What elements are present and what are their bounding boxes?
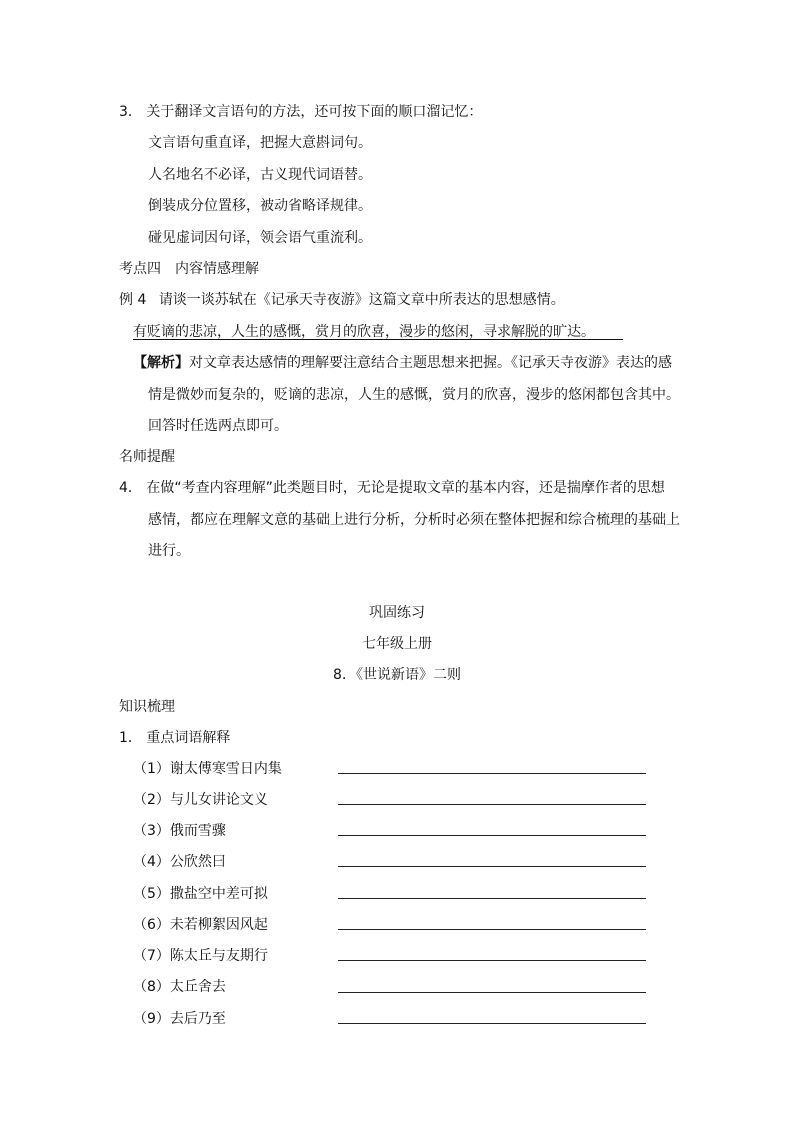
example-label: 例 4 (119, 292, 147, 308)
vocab-item-2: （2）与儿女讲论文义 (133, 792, 268, 808)
verse-line-1: 文言语句重直译，把握大意斟词句。 (148, 135, 372, 151)
answer-blank-6[interactable] (338, 929, 646, 930)
example-text: 请谈一谈苏轼在《记承天寺夜游》这篇文章中所表达的思想感情。 (158, 292, 565, 308)
verse-line-3: 倒装成分位置移，被动省略译规律。 (148, 198, 372, 214)
example-answer (133, 323, 623, 341)
analysis-line-1 (133, 354, 672, 372)
example-question (119, 291, 565, 309)
analysis-text-1: 对文章表达感情的理解要注意结合主题思想来把握。《记承天寺夜游》表达的感 (189, 355, 672, 371)
answer-blank-5[interactable] (338, 898, 646, 899)
answer-blank-2[interactable] (338, 804, 646, 805)
vocab-item-6: （6）未若柳絮因风起 (133, 917, 268, 933)
teacher-tip-heading: 名师提醒 (119, 449, 175, 465)
knowledge-heading: 知识梳理 (119, 699, 175, 715)
vocab-item-4: （4）公欣然曰 (133, 854, 226, 870)
analysis-line-2: 情是微妙而复杂的，贬谪的悲凉，人生的感慨，赏月的欣喜，漫步的悠闲都包含其中。 (148, 387, 680, 403)
grade-title: 七年级上册 (362, 636, 432, 652)
verse-line-4: 碰见虚词因句译，领会语气重流利。 (148, 230, 372, 246)
answer-blank-7[interactable] (338, 960, 646, 961)
vocab-item-7: （7）陈太丘与友期行 (133, 948, 268, 964)
vocab-item-9: （9）去后乃至 (133, 1011, 226, 1027)
vocab-item-1: （1）谢太傅寒雪日内集 (133, 761, 282, 777)
question-1: 1． 重点词语解释 (119, 730, 231, 746)
tip-item-3: 3． 关于翻译文言语句的方法，还可按下面的顺口溜记忆： (119, 104, 483, 120)
answer-blank-9[interactable] (338, 1023, 646, 1024)
lesson-title: 8．《世说新语》二则 (333, 667, 461, 683)
answer-blank-1[interactable] (338, 773, 646, 774)
answer-blank-4[interactable] (338, 866, 646, 867)
answer-blank-3[interactable] (338, 835, 646, 836)
section-heading: 考点四 内容情感理解 (119, 261, 259, 277)
answer-text: 有贬谪的悲凉，人生的感慨，赏月的欣喜，漫步的悠闲，寻求解脱的旷达。 (133, 324, 595, 340)
vocab-item-5: （5）撒盐空中差可拟 (133, 886, 268, 902)
vocab-item-3: （3）俄而雪骤 (133, 823, 226, 839)
tip-item-4-line-2: 感情，都应在理解文意的基础上进行分析，分析时必须在整体把握和综合梳理的基础上 (148, 512, 680, 528)
vocab-item-8: （8）太丘舍去 (133, 979, 226, 995)
analysis-label: 【解析】 (133, 355, 189, 371)
tip-item-4-line-3: 进行。 (148, 543, 190, 559)
analysis-line-3: 回答时任选两点即可。 (148, 418, 288, 434)
verse-line-2: 人名地名不必译，古义现代词语替。 (148, 167, 372, 183)
practice-title: 巩固练习 (369, 605, 425, 621)
answer-blank-8[interactable] (338, 992, 646, 993)
tip-item-4-line-1: 4． 在做“考查内容理解”此类题目时，无论是提取文章的基本内容，还是揣摩作者的思想 (119, 480, 665, 496)
